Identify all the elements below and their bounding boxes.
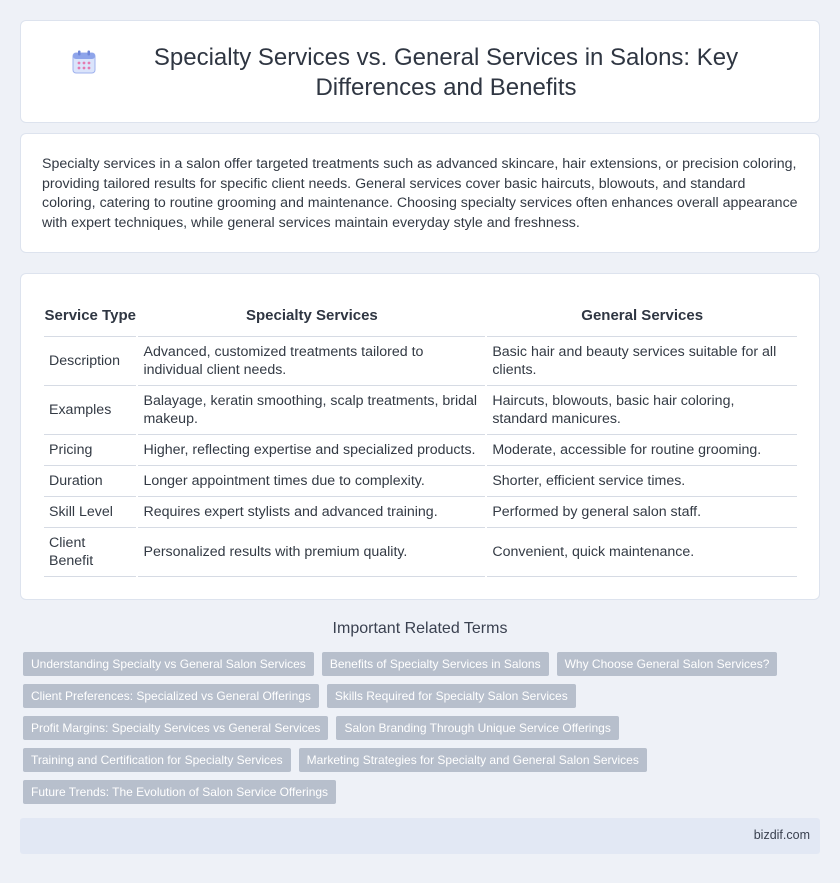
intro-paragraph: Specialty services in a salon offer targeted treatments such as advanced skincare, hair extensions, or precision coloring, providing tailored results for specific client needs. General services cover basic haircuts, blowouts, and standard coloring, catering to routine grooming and maintenance. Choosing specialty services often enhances overall appearance with expert techniques, while general services maintain everyday style and freshness. (42, 156, 798, 231)
related-term-tag[interactable]: Salon Branding Through Unique Service Offerings (336, 716, 618, 740)
related-term-tag[interactable]: Benefits of Specialty Services in Salons (322, 652, 549, 676)
related-terms-heading: Important Related Terms (332, 620, 508, 637)
row-label: Skill Level (44, 497, 136, 528)
related-term-tag[interactable]: Understanding Specialty vs General Salon Services (23, 652, 314, 676)
related-term-tag[interactable]: Skills Required for Specialty Salon Services (327, 684, 576, 708)
header-card (20, 20, 820, 123)
specialty-cell: Balayage, keratin smoothing, scalp treatments, bridal makeup. (138, 386, 485, 435)
related-term-tag[interactable]: Future Trends: The Evolution of Salon Service Offerings (23, 780, 336, 804)
header-specialty: Specialty Services (138, 295, 485, 337)
general-cell: Haircuts, blowouts, basic hair coloring, standard manicures. (487, 386, 797, 435)
row-label: Examples (44, 386, 136, 435)
table-row (44, 497, 797, 528)
specialty-cell: Higher, reflecting expertise and specialized products. (138, 435, 485, 466)
intro-card (20, 133, 820, 253)
row-label: Duration (44, 466, 136, 497)
table-header-row (44, 295, 797, 337)
specialty-cell: Requires expert stylists and advanced training. (138, 497, 485, 528)
related-term-tag[interactable]: Profit Margins: Specialty Services vs General Services (23, 716, 328, 740)
general-cell: Shorter, efficient service times. (487, 466, 797, 497)
footer (20, 818, 820, 854)
comparison-table (42, 295, 799, 577)
row-label: Client Benefit (44, 528, 136, 577)
related-term-tag[interactable]: Training and Certification for Specialty Services (23, 748, 291, 772)
specialty-cell: Longer appointment times due to complexity. (138, 466, 485, 497)
table-row (44, 435, 797, 466)
table-row (44, 386, 797, 435)
general-cell: Performed by general salon staff. (487, 497, 797, 528)
related-terms-list (23, 652, 823, 812)
table-row (44, 528, 797, 577)
page-title: Specialty Services vs. General Services in Salons: Key Differences and Benefits (153, 44, 739, 101)
related-term-tag[interactable]: Why Choose General Salon Services? (557, 652, 778, 676)
related-term-tag[interactable]: Client Preferences: Specialized vs General Offerings (23, 684, 319, 708)
header-service-type: Service Type (44, 295, 136, 337)
comparison-card (20, 273, 820, 600)
table-row (44, 337, 797, 386)
general-cell: Basic hair and beauty services suitable for all clients. (487, 337, 797, 386)
general-cell: Convenient, quick maintenance. (487, 528, 797, 577)
specialty-cell: Advanced, customized treatments tailored to individual client needs. (138, 337, 485, 386)
specialty-cell: Personalized results with premium quality. (138, 528, 485, 577)
footer-site-link[interactable]: bizdif.com (753, 828, 810, 842)
header-general: General Services (487, 295, 797, 337)
row-label: Description (44, 337, 136, 386)
related-term-tag[interactable]: Marketing Strategies for Specialty and General Salon Services (299, 748, 647, 772)
row-label: Pricing (44, 435, 136, 466)
general-cell: Moderate, accessible for routine grooming. (487, 435, 797, 466)
table-row (44, 466, 797, 497)
